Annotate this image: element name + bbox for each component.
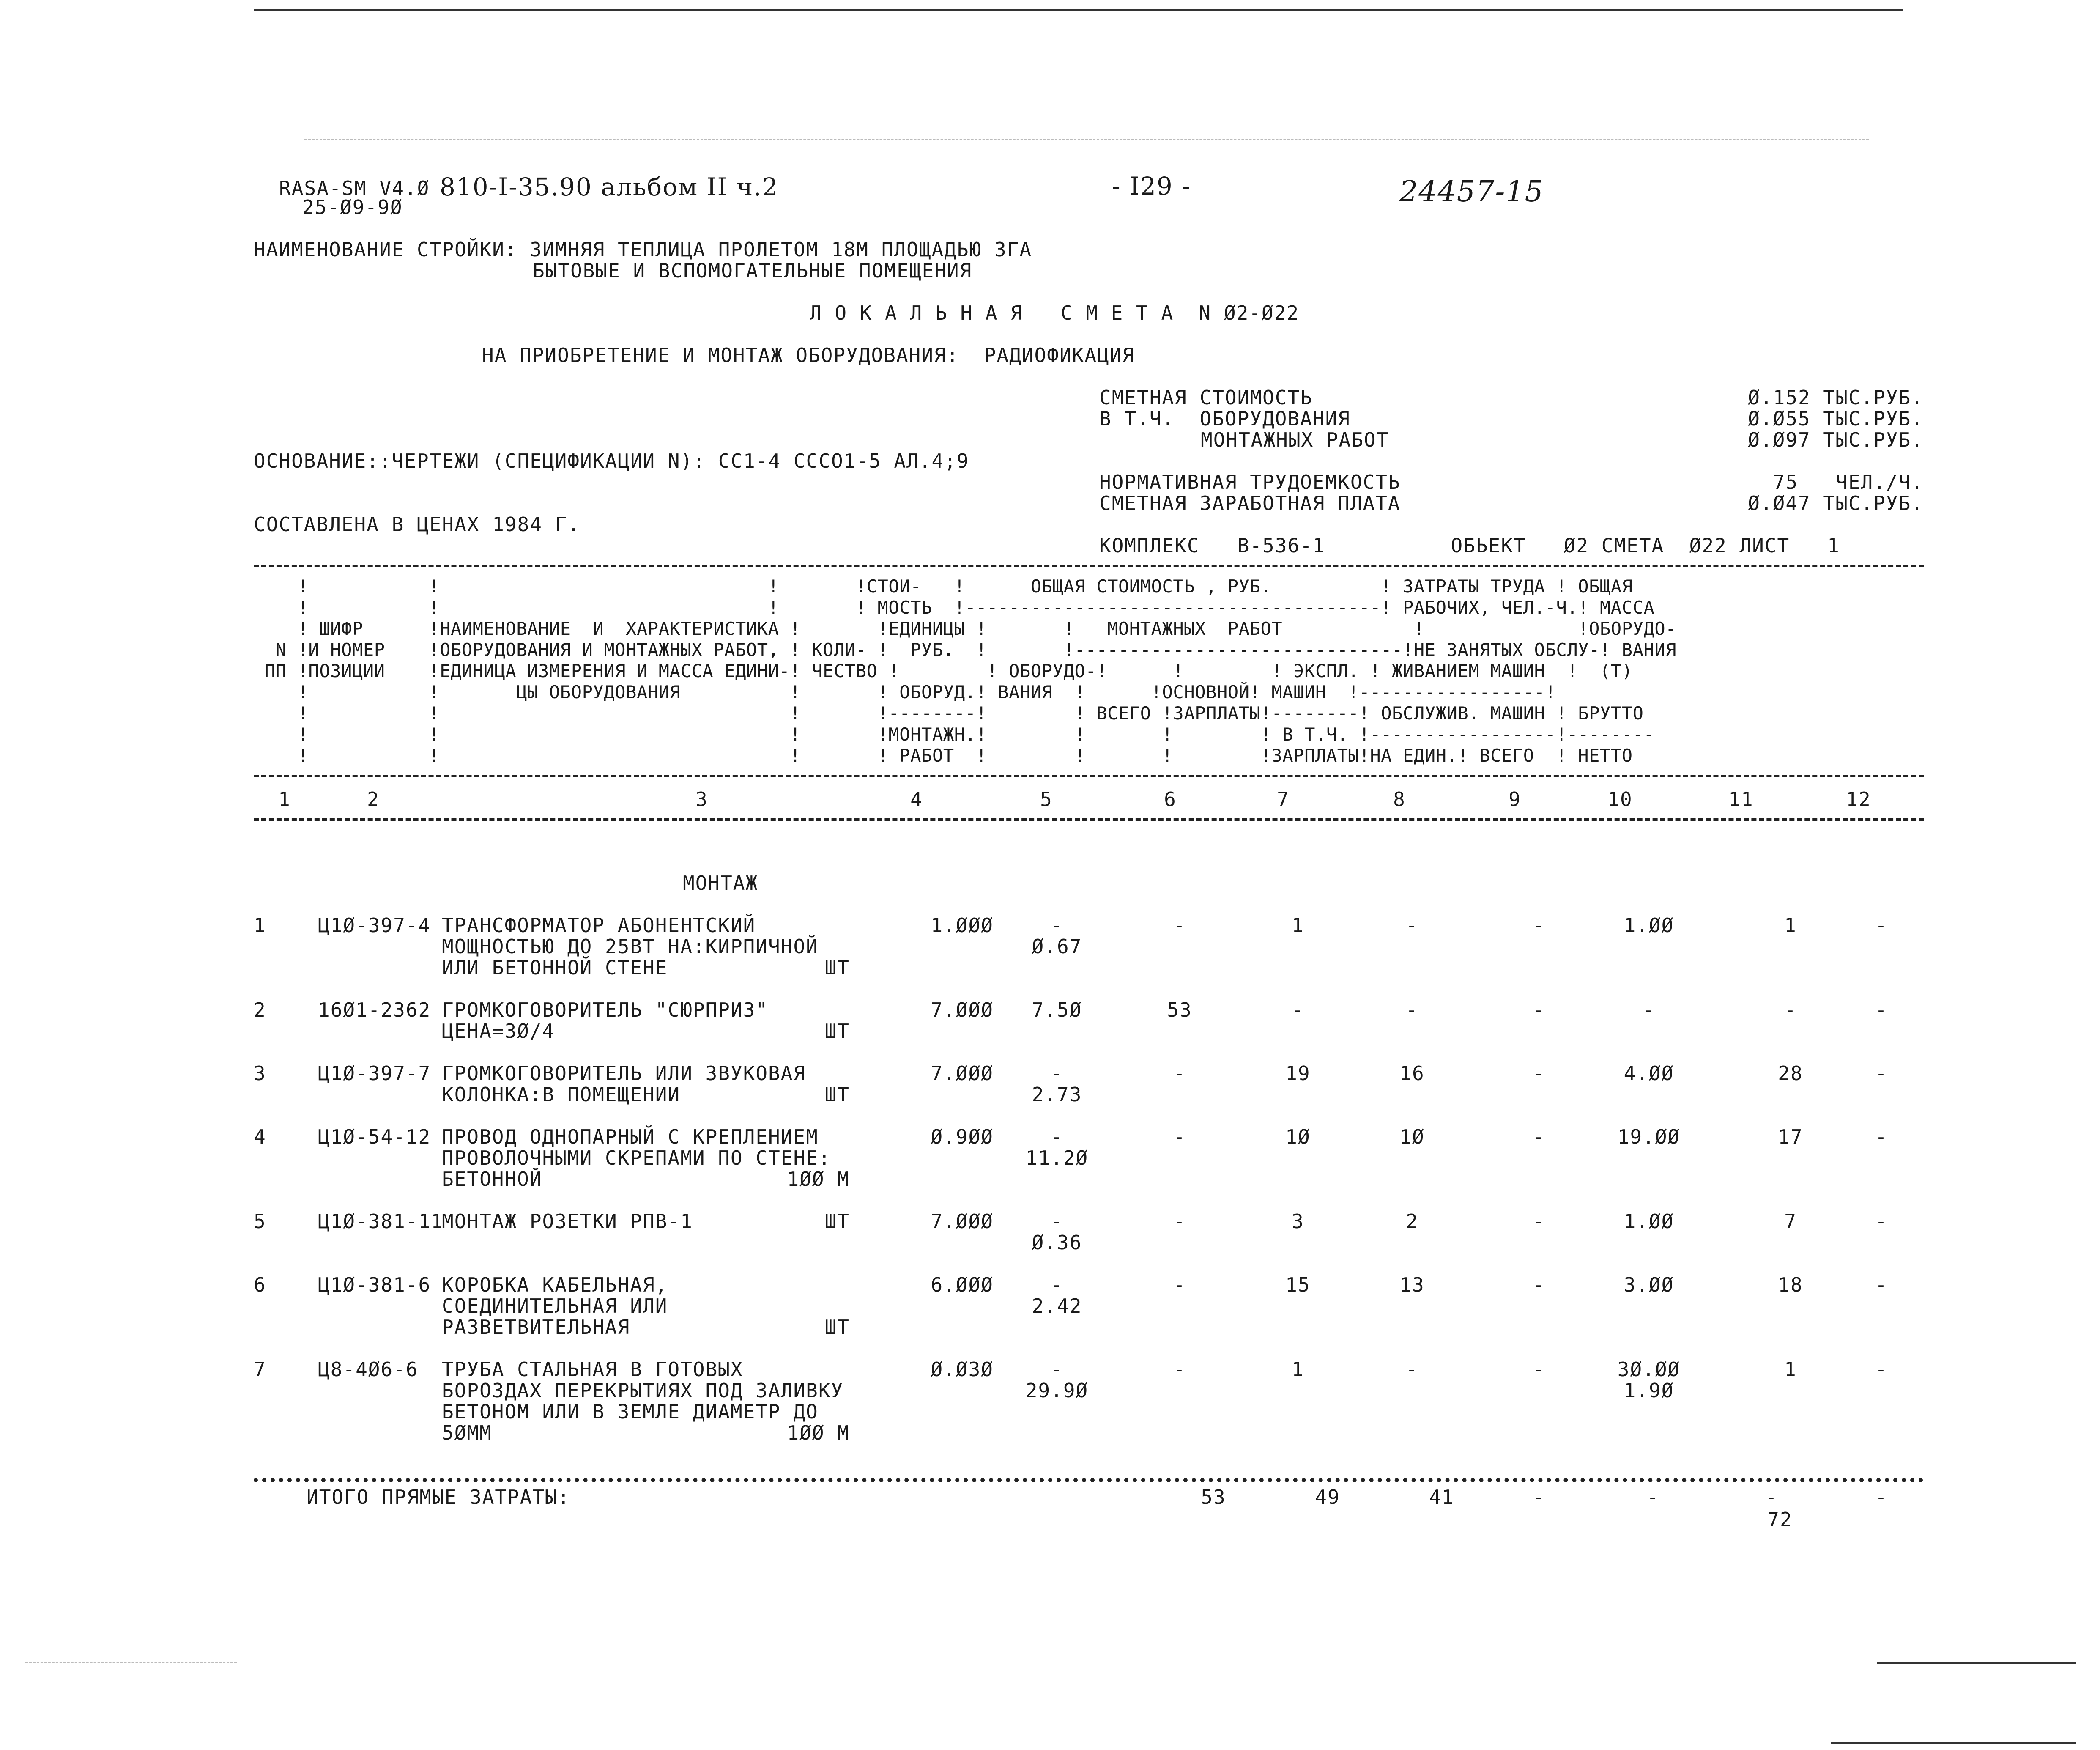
column-number: 9 bbox=[1509, 788, 1521, 811]
row-description: СОЕДИНИТЕЛЬНАЯ ИЛИ bbox=[442, 1295, 668, 1317]
row-unit-equipment: - bbox=[1051, 1358, 1063, 1381]
totals-equipment: 53 bbox=[1201, 1486, 1226, 1509]
row-equipment-cost: - bbox=[1173, 1210, 1186, 1233]
row-quantity: 7.ØØØ bbox=[931, 1210, 994, 1233]
row-labor-per-unit: 1.ØØ bbox=[1624, 914, 1674, 937]
row-equipment-cost: 53 bbox=[1167, 998, 1192, 1021]
column-number: 10 bbox=[1607, 788, 1633, 811]
row-labor-total: 18 bbox=[1778, 1273, 1803, 1296]
column-number: 4 bbox=[910, 788, 923, 811]
row-description: 5ØММ bbox=[442, 1421, 492, 1444]
row-number: 4 bbox=[254, 1125, 266, 1148]
row-description: КОЛОНКА:В ПОМЕЩЕНИИ bbox=[442, 1083, 681, 1106]
row-labor-total: 7 bbox=[1784, 1210, 1797, 1233]
row-labor-per-unit: 1.ØØ bbox=[1624, 1210, 1674, 1233]
row-number: 1 bbox=[254, 914, 266, 937]
row-labor-total: 1 bbox=[1784, 914, 1797, 937]
row-machine-cost: - bbox=[1533, 1125, 1545, 1148]
row-unit-equipment: 7.5Ø bbox=[1032, 998, 1082, 1021]
row-description: ТРАНСФОРМАТОР АБОНЕНТСКИЙ bbox=[442, 914, 756, 937]
totals-mass: - bbox=[1875, 1486, 1888, 1509]
summary-cost-value: Ø.152 ТЫС.РУБ. bbox=[1748, 386, 1924, 409]
row-labor-per-unit: 3.ØØ bbox=[1624, 1273, 1674, 1296]
row-description: ПРОВОЛОЧНЫМИ СКРЕПАМИ ПО СТЕНЕ: bbox=[442, 1147, 831, 1169]
row-unit-mounting: 11.2Ø bbox=[1025, 1147, 1089, 1169]
row-labor-total: 17 bbox=[1778, 1125, 1803, 1148]
row-mounting-total: 1 bbox=[1292, 1358, 1304, 1381]
table-header-line: N !И НОМЕР !ОБОРУДОВАНИЯ И МОНТАЖНЫХ РАБОТ, ! КОЛИ- ! РУБ. ! !------------------------------!НЕ ЗАНЯТЫХ ОБСЛУ-! ВАНИЯ bbox=[254, 639, 1677, 660]
row-quantity: 7.ØØØ bbox=[931, 1062, 994, 1085]
row-equipment-cost: - bbox=[1173, 914, 1186, 937]
page-number: - I29 - bbox=[1112, 172, 1191, 200]
totals-machine: - bbox=[1533, 1486, 1545, 1509]
table-header-line: ! ! ! !МОНТАЖН.! ! ! ! В Т.Ч. !-----------------!-------- bbox=[254, 724, 1655, 745]
row-base-wage: - bbox=[1406, 1358, 1418, 1381]
row-machine-cost: - bbox=[1533, 914, 1545, 937]
project-name-line2: БЫТОВЫЕ И ВСПОМОГАТЕЛЬНЫЕ ПОМЕЩЕНИЯ bbox=[533, 259, 972, 282]
row-code: Ц1Ø-381-6 bbox=[318, 1273, 431, 1296]
row-unit: ШТ bbox=[824, 1083, 850, 1106]
row-mounting-total: 3 bbox=[1292, 1210, 1304, 1233]
table-header-line: ! ! ! !СТОИ- ! ОБЩАЯ СТОИМОСТЬ , РУБ. ! ЗАТРАТЫ ТРУДА ! ОБЩАЯ bbox=[254, 576, 1633, 597]
table-header-line: ! ! ! !--------! ! ВСЕГО !ЗАРПЛАТЫ!--------! ОБСЛУЖИВ. МАШИН ! БРУТТО bbox=[254, 703, 1644, 724]
row-mass: - bbox=[1875, 1062, 1888, 1085]
row-base-wage: 1Ø bbox=[1399, 1125, 1425, 1148]
bottom-rule-left bbox=[25, 1662, 237, 1663]
totals-labor-unit: - bbox=[1647, 1486, 1659, 1509]
row-mass: - bbox=[1875, 1125, 1888, 1148]
bottom-rule-right bbox=[1877, 1662, 2076, 1664]
row-number: 5 bbox=[254, 1210, 266, 1233]
estimate-subtitle: НА ПРИОБРЕТЕНИЕ И МОНТАЖ ОБОРУДОВАНИЯ: РАДИОФИКАЦИЯ bbox=[482, 344, 1135, 367]
row-unit-equipment: - bbox=[1051, 1273, 1063, 1296]
row-description: БОРОЗДАХ ПЕРЕКРЫТИЯХ ПОД ЗАЛИВКУ bbox=[442, 1379, 844, 1402]
summary-labor-label: НОРМАТИВНАЯ ТРУДОЕМКОСТЬ bbox=[1099, 471, 1401, 494]
prices-line: СОСТАВЛЕНА В ЦЕНАХ 1984 Г. bbox=[254, 513, 580, 536]
row-unit-mounting: Ø.67 bbox=[1032, 935, 1082, 958]
row-equipment-cost: - bbox=[1173, 1125, 1186, 1148]
row-machine-cost: - bbox=[1533, 1273, 1545, 1296]
row-labor-per-unit-machine: 1.9Ø bbox=[1624, 1379, 1674, 1402]
row-mass: - bbox=[1875, 1273, 1888, 1296]
bottom-rule-far bbox=[1831, 1742, 2076, 1744]
row-unit-mounting: 2.42 bbox=[1032, 1295, 1082, 1317]
row-quantity: Ø.Ø3Ø bbox=[931, 1358, 994, 1381]
section-title: МОНТАЖ bbox=[683, 872, 758, 894]
row-labor-per-unit: 4.ØØ bbox=[1624, 1062, 1674, 1085]
row-mass: - bbox=[1875, 914, 1888, 937]
table-header-line: ! ! ! ! РАБОТ ! ! ! !ЗАРПЛАТЫ!НА ЕДИН.! ВСЕГО ! НЕТТО bbox=[254, 745, 1633, 766]
row-mounting-total: 1Ø bbox=[1285, 1125, 1311, 1148]
row-code: Ц1Ø-381-11 bbox=[318, 1210, 444, 1233]
row-labor-per-unit: 3Ø.ØØ bbox=[1617, 1358, 1681, 1381]
estimate-title: Л О К А Л Ь Н А Я С М Е Т А N Ø2-Ø22 bbox=[810, 302, 1300, 324]
table-header-line: ПП !ПОЗИЦИИ !ЕДИНИЦА ИЗМЕРЕНИЯ И МАССА ЕДИНИ-! ЧЕСТВО ! ! ОБОРУДО-! ! ! ЭКСПЛ. ! ЖИВАНИЕМ МАШИН ! (Т) bbox=[254, 661, 1633, 681]
column-number: 7 bbox=[1277, 788, 1290, 811]
row-description: МОЩНОСТЬЮ ДО 25ВТ НА:КИРПИЧНОЙ bbox=[442, 935, 819, 958]
scan-rule bbox=[304, 139, 1869, 140]
album-reference: 810-I-35.90 альбом II ч.2 bbox=[440, 173, 779, 201]
row-equipment-cost: - bbox=[1173, 1062, 1186, 1085]
column-number: 8 bbox=[1393, 788, 1406, 811]
summary-wage-label: СМЕТНАЯ ЗАРАБОТНАЯ ПЛАТА bbox=[1099, 492, 1401, 515]
row-labor-total: - bbox=[1784, 998, 1797, 1021]
row-quantity: Ø.9ØØ bbox=[931, 1125, 994, 1148]
software-version: RASA-SM V4.Ø bbox=[279, 177, 430, 200]
totals-mounting: 49 bbox=[1315, 1486, 1340, 1509]
row-quantity: 7.ØØØ bbox=[931, 998, 994, 1021]
row-description: ПРОВОД ОДНОПАРНЫЙ С КРЕПЛЕНИЕМ bbox=[442, 1125, 819, 1148]
row-unit-equipment: - bbox=[1051, 1125, 1063, 1148]
row-description: ГРОМКОГОВОРИТЕЛЬ "СЮРПРИЗ" bbox=[442, 998, 769, 1021]
summary-labor-value: 75 ЧЕЛ./Ч. bbox=[1773, 471, 1924, 494]
row-mass: - bbox=[1875, 1358, 1888, 1381]
row-unit-equipment: - bbox=[1051, 1062, 1063, 1085]
row-number: 7 bbox=[254, 1358, 266, 1381]
totals-label: ИТОГО ПРЯМЫЕ ЗАТРАТЫ: bbox=[307, 1486, 570, 1509]
summary-mount-value: Ø.Ø97 ТЫС.РУБ. bbox=[1748, 428, 1924, 451]
row-unit: 1ØØ М bbox=[787, 1421, 850, 1444]
summary-wage-value: Ø.Ø47 ТЫС.РУБ. bbox=[1748, 492, 1924, 515]
totals-labor-total: - bbox=[1765, 1486, 1778, 1509]
row-base-wage: 16 bbox=[1399, 1062, 1425, 1085]
row-description: БЕТОННОЙ bbox=[442, 1168, 542, 1190]
row-machine-cost: - bbox=[1533, 998, 1545, 1021]
row-labor-total: 28 bbox=[1778, 1062, 1803, 1085]
summary-mount-label: МОНТАЖНЫХ РАБОТ bbox=[1201, 428, 1389, 451]
row-unit-equipment: - bbox=[1051, 1210, 1063, 1233]
row-number: 2 bbox=[254, 998, 266, 1021]
totals-labor-total-machine: 72 bbox=[1767, 1508, 1793, 1531]
row-unit: ШТ bbox=[824, 956, 850, 979]
row-mounting-total: 15 bbox=[1285, 1273, 1311, 1296]
column-number: 1 bbox=[278, 788, 291, 811]
row-mass: - bbox=[1875, 998, 1888, 1021]
row-machine-cost: - bbox=[1533, 1358, 1545, 1381]
row-unit: ШТ bbox=[824, 1316, 850, 1339]
table-header-line: ! ШИФР !НАИМЕНОВАНИЕ И ХАРАКТЕРИСТИКА ! !ЕДИНИЦЫ ! ! МОНТАЖНЫХ РАБОТ ! !ОБОРУДО- bbox=[254, 618, 1677, 639]
row-unit-equipment: - bbox=[1051, 914, 1063, 937]
row-code: Ц8-4Ø6-6 bbox=[318, 1358, 419, 1381]
row-description: ИЛИ БЕТОННОЙ СТЕНЕ bbox=[442, 956, 668, 979]
row-description: РАЗВЕТВИТЕЛЬНАЯ bbox=[442, 1316, 630, 1339]
table-rule-header bbox=[254, 775, 1924, 777]
row-machine-cost: - bbox=[1533, 1210, 1545, 1233]
row-description: БЕТОНОМ ИЛИ В ЗЕМЛЕ ДИАМЕТР ДО bbox=[442, 1400, 819, 1423]
table-header-line: ! ! ЦЫ ОБОРУДОВАНИЯ ! ! ОБОРУД.! ВАНИЯ ! !ОСНОВНОЙ! МАШИН !-----------------! bbox=[254, 682, 1556, 702]
row-unit: ШТ bbox=[824, 1210, 850, 1233]
row-code: Ц1Ø-397-4 bbox=[318, 914, 431, 937]
row-mounting-total: - bbox=[1292, 998, 1304, 1021]
row-labor-total: 1 bbox=[1784, 1358, 1797, 1381]
column-number: 11 bbox=[1728, 788, 1754, 811]
row-description: МОНТАЖ РОЗЕТКИ РПВ-1 bbox=[442, 1210, 693, 1233]
row-mounting-total: 1 bbox=[1292, 914, 1304, 937]
table-rule-numbers bbox=[254, 818, 1924, 821]
row-machine-cost: - bbox=[1533, 1062, 1545, 1085]
column-number: 2 bbox=[367, 788, 380, 811]
column-number: 5 bbox=[1040, 788, 1053, 811]
row-unit: 1ØØ М bbox=[787, 1168, 850, 1190]
row-unit-mounting: 2.73 bbox=[1032, 1083, 1082, 1106]
document-number: 24457-15 bbox=[1399, 175, 1544, 208]
row-unit-mounting: 29.9Ø bbox=[1025, 1379, 1089, 1402]
summary-cost-label: СМЕТНАЯ СТОИМОСТЬ bbox=[1099, 386, 1313, 409]
row-code: Ц1Ø-397-7 bbox=[318, 1062, 431, 1085]
row-description: КОРОБКА КАБЕЛЬНАЯ, bbox=[442, 1273, 668, 1296]
row-quantity: 6.ØØØ bbox=[931, 1273, 994, 1296]
row-number: 3 bbox=[254, 1062, 266, 1085]
row-quantity: 1.ØØØ bbox=[931, 914, 994, 937]
row-base-wage: - bbox=[1406, 998, 1418, 1021]
row-description: ГРОМКОГОВОРИТЕЛЬ ИЛИ ЗВУКОВАЯ bbox=[442, 1062, 806, 1085]
row-base-wage: 2 bbox=[1406, 1210, 1418, 1233]
row-code: 16Ø1-2362 bbox=[318, 998, 431, 1021]
row-code: Ц1Ø-54-12 bbox=[318, 1125, 431, 1148]
column-number: 6 bbox=[1164, 788, 1177, 811]
basis-line: ОСНОВАНИЕ::ЧЕРТЕЖИ (СПЕЦИФИКАЦИИ N): СС1-4 СССО1-5 АЛ.4;9 bbox=[254, 450, 969, 472]
row-mass: - bbox=[1875, 1210, 1888, 1233]
project-name: НАИМЕНОВАНИЕ СТРОЙКИ: ЗИМНЯЯ ТЕПЛИЦА ПРОЛЕТОМ 18М ПЛОЩАДЬЮ 3ГА bbox=[254, 238, 1032, 261]
row-description: ТРУБА СТАЛЬНАЯ В ГОТОВЫХ bbox=[442, 1358, 743, 1381]
top-rule bbox=[254, 9, 1903, 11]
column-number: 3 bbox=[695, 788, 708, 811]
summary-equip-label: В Т.Ч. ОБОРУДОВАНИЯ bbox=[1099, 407, 1350, 430]
complex-line: КОМПЛЕКС В-536-1 ОБЬЕКТ Ø2 СМЕТА Ø22 ЛИСТ 1 bbox=[1099, 534, 1840, 557]
totals-rule bbox=[254, 1478, 1924, 1482]
totals-wage: 41 bbox=[1429, 1486, 1454, 1509]
row-description: ЦЕНА=3Ø/4 bbox=[442, 1020, 555, 1042]
print-date: 25-Ø9-9Ø bbox=[302, 196, 403, 219]
row-unit: ШТ bbox=[824, 1020, 850, 1042]
row-unit-mounting: Ø.36 bbox=[1032, 1231, 1082, 1254]
row-equipment-cost: - bbox=[1173, 1273, 1186, 1296]
row-base-wage: - bbox=[1406, 914, 1418, 937]
column-number: 12 bbox=[1846, 788, 1871, 811]
row-labor-per-unit: - bbox=[1643, 998, 1655, 1021]
summary-equip-value: Ø.Ø55 ТЫС.РУБ. bbox=[1748, 407, 1924, 430]
row-base-wage: 13 bbox=[1399, 1273, 1425, 1296]
table-rule-top bbox=[254, 565, 1924, 567]
table-header-line: ! ! ! ! МОСТЬ !--------------------------------------! РАБОЧИХ, ЧЕЛ.-Ч.! МАССА bbox=[254, 597, 1655, 618]
row-equipment-cost: - bbox=[1173, 1358, 1186, 1381]
row-number: 6 bbox=[254, 1273, 266, 1296]
row-labor-per-unit: 19.ØØ bbox=[1617, 1125, 1681, 1148]
row-mounting-total: 19 bbox=[1285, 1062, 1311, 1085]
